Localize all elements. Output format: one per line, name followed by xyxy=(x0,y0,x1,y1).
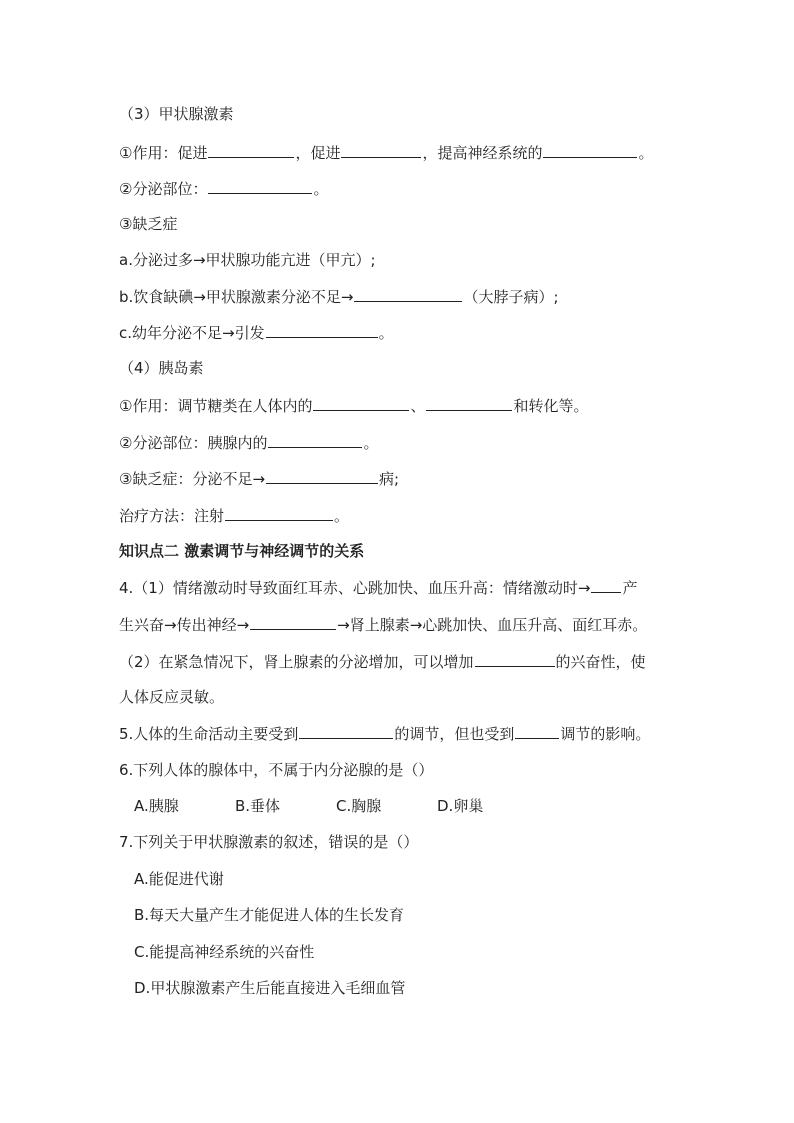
answer-blank[interactable] xyxy=(426,395,512,411)
option-d[interactable]: D.卵巢 xyxy=(437,797,484,815)
answer-blank[interactable] xyxy=(591,577,621,593)
section-3-title: （3）甲状腺激素 xyxy=(119,105,234,123)
knowledge-point-2-heading: 知识点二 激素调节与神经调节的关系 xyxy=(119,542,365,560)
question-6-options xyxy=(134,796,483,816)
question-4-line-3: （2）在紧急情况下，肾上腺素的分泌增加，可以增加 的兴奋性，使 xyxy=(119,653,646,671)
answer-blank[interactable] xyxy=(268,432,362,448)
section-3-item-a: a.分泌过多→甲状腺功能亢进（甲亢）; xyxy=(119,251,376,269)
question-6-stem: 6.下列人体的腺体中，不属于内分泌腺的是（） xyxy=(119,761,434,779)
section-4-deficiency-line: ③缺乏症：分泌不足→ 病; xyxy=(119,470,400,488)
section-4-function-line: ①作用：调节糖类在人体内的 、 和转化等。 xyxy=(119,397,589,415)
question-4-line-1: 4.（1）情绪激动时导致面红耳赤、心跳加快、血压升高：情绪激动时→ 产 xyxy=(119,579,638,597)
answer-blank[interactable] xyxy=(354,286,462,302)
section-3-location-line: ②分泌部位： 。 xyxy=(119,180,329,198)
answer-blank[interactable] xyxy=(341,142,421,158)
answer-blank[interactable] xyxy=(208,178,312,194)
answer-blank[interactable] xyxy=(543,142,637,158)
answer-blank[interactable] xyxy=(208,142,294,158)
answer-blank[interactable] xyxy=(266,322,378,338)
option-b[interactable]: B.垂体 xyxy=(235,797,281,815)
answer-blank[interactable] xyxy=(299,723,393,739)
answer-blank[interactable] xyxy=(266,468,378,484)
question-7-option-d[interactable]: D.甲状腺激素产生后能直接进入毛细血管 xyxy=(134,979,406,997)
question-4-line-4: 人体反应灵敏。 xyxy=(119,688,225,706)
section-3-item-b: b.饮食缺碘→甲状腺激素分泌不足→ （大脖子病）; xyxy=(119,288,559,306)
answer-blank[interactable] xyxy=(475,651,555,667)
question-5: 5.人体的生命活动主要受到 的调节，但也受到 调节的影响。 xyxy=(119,725,651,743)
section-3-function-line: ①作用：促进 ，促进 ，提高神经系统的 。 xyxy=(119,144,654,162)
option-a[interactable]: A.胰腺 xyxy=(134,797,179,815)
answer-blank[interactable] xyxy=(313,395,409,411)
question-7-stem: 7.下列关于甲状腺激素的叙述，错误的是（） xyxy=(119,833,419,851)
question-4-line-2: 生兴奋→传出神经→ →肾上腺素→心跳加快、血压升高、面红耳赤。 xyxy=(119,616,648,634)
section-4-title: （4）胰岛素 xyxy=(119,359,204,377)
question-7-option-a[interactable]: A.能促进代谢 xyxy=(134,870,224,888)
section-3-item-c: c.幼年分泌不足→引发 。 xyxy=(119,324,394,342)
question-7-option-b[interactable]: B.每天大量产生才能促进人体的生长发育 xyxy=(134,906,405,924)
answer-blank[interactable] xyxy=(225,505,333,521)
question-7-option-c[interactable]: C.能提高神经系统的兴奋性 xyxy=(134,943,315,961)
option-c[interactable]: C.胸腺 xyxy=(336,797,382,815)
section-4-treatment-line: 治疗方法：注射 。 xyxy=(119,507,350,525)
answer-blank[interactable] xyxy=(250,614,336,630)
section-4-location-line: ②分泌部位：胰腺内的 。 xyxy=(119,434,379,452)
answer-blank[interactable] xyxy=(515,723,559,739)
section-3-deficiency-label: ③缺乏症 xyxy=(119,215,178,233)
